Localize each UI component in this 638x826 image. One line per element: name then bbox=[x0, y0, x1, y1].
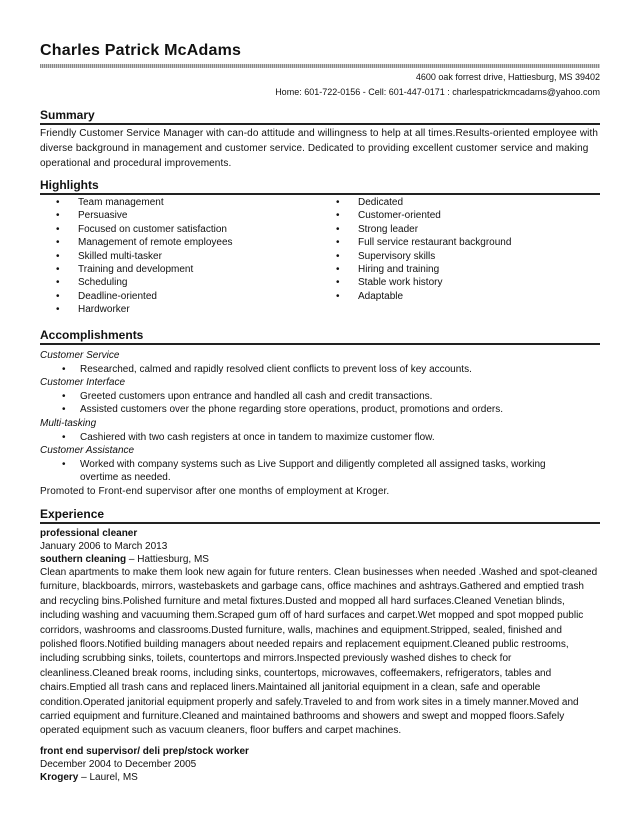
list-item: • Scheduling bbox=[56, 277, 128, 289]
list-item: • Hardworker bbox=[56, 304, 130, 316]
list-item: • Skilled multi-tasker bbox=[56, 250, 162, 262]
category-label: Customer Service bbox=[40, 350, 120, 361]
bullet-icon: • bbox=[56, 304, 60, 316]
job-location: – Laurel, MS bbox=[78, 771, 138, 783]
bullet-icon: • bbox=[336, 237, 340, 249]
category-label: Multi-tasking bbox=[40, 417, 97, 429]
list-item: • Customer-oriented bbox=[336, 210, 441, 222]
bullet-icon: • bbox=[56, 250, 60, 262]
bullet-icon: • bbox=[56, 263, 60, 275]
experience-heading: Experience bbox=[40, 507, 105, 521]
category-label: Customer Interface bbox=[40, 377, 126, 389]
accomplishments-note: Promoted to Front-end supervisor after one months of employment at Kroger. bbox=[40, 485, 390, 497]
list-item: • Greeted customers upon entrance and handled all cash and credit transactions. bbox=[62, 390, 433, 402]
summary-heading: Summary bbox=[40, 108, 95, 122]
candidate-name: Charles Patrick McAdams bbox=[40, 42, 242, 59]
bullet-icon: • bbox=[56, 197, 60, 208]
list-item: • Management of remote employees bbox=[56, 237, 233, 249]
highlights-heading: Highlights bbox=[40, 178, 99, 192]
bullet-icon: • bbox=[336, 263, 340, 275]
list-item: • Cashiered with two cash registers at once in tandem to maximize customer flow. bbox=[62, 431, 435, 443]
job-entry bbox=[40, 527, 600, 739]
summary-text: Friendly Customer Service Manager with can-do attitude and willingness to help at all times.Results-oriented employee with diverse background in management and customer service. Dedicated to providing excellent customer service and making operational and procedural improvements. bbox=[40, 128, 599, 169]
bullet-icon: • bbox=[336, 223, 340, 235]
bullet-icon: • bbox=[56, 223, 60, 235]
list-item: • Deadline-oriented bbox=[56, 290, 157, 302]
bullet-icon: • bbox=[56, 277, 60, 289]
list-item: • Adaptable bbox=[336, 290, 404, 302]
name-divider bbox=[40, 64, 600, 68]
job-dates: January 2006 to March 2013 bbox=[40, 541, 168, 552]
job-location: – Hattiesburg, MS bbox=[126, 554, 209, 565]
bullet-icon: • bbox=[62, 390, 66, 402]
list-item: • Training and development bbox=[56, 263, 194, 275]
list-item: • Hiring and training bbox=[336, 263, 440, 275]
job-description: Clean apartments to make them look new again for future renters. Clean businesses when needed .Washed and spot-cleaned furniture, blackboards, mirrors, wastebaskets and garbage cans, office machines and ashtrays.Gathered and emptied trash and recycling bins.Polished furniture and metal fixtures.Dusted and mopped all hard surfaces.Cleaned Venetian blinds, including washing and vacuuming them.Scraped gum off of hard surfaces and carpet.Wet mopped and spot mopped public corridors, washrooms and classrooms.Dusted furniture, walls, machines and equipment.Stripped, sealed, finished and polished floors.Notified building managers about needed repairs and replacement equipment.Cleaned public restrooms, including scrubbing sinks, toilets, countertops and mirrors.Inspected previously washed dishes to check for cleanliness.Cleaned break rooms, including sinks, countertops, microwaves, coffeemakers, refrigerators, tables and chairs.Emptied all trash cans and replaced liners.Maintained all janitorial equipment in a clean, safe and operable condition.Operated janitorial equipment properly and safely.Traveled to and from work sites in a timely manner.Moved and carried equipment and furniture.Cleaned and maintained bathrooms and showers and swept and mopped floors.Safely operated equipment such as vacuum cleaners, floor buffers and carpet machines. bbox=[40, 567, 598, 737]
bullet-icon: • bbox=[336, 210, 340, 222]
list-item: • Stable work history bbox=[336, 277, 443, 289]
company-name: Krogery bbox=[40, 771, 79, 783]
list-item: • Team management bbox=[56, 197, 164, 208]
list-item: • Supervisory skills bbox=[336, 250, 436, 262]
bullet-icon: • bbox=[336, 197, 340, 208]
experience-section bbox=[40, 507, 600, 784]
highlights-right-list bbox=[336, 196, 596, 303]
list-item: • Researched, calmed and rapidly resolved client conflicts to prevent loss of key accounts. bbox=[62, 363, 472, 375]
category-label: Customer Assistance bbox=[40, 445, 135, 457]
highlights-left-list bbox=[56, 196, 316, 317]
accomplishments-divider bbox=[40, 343, 600, 345]
job-entry bbox=[40, 745, 600, 784]
job-dates: December 2004 to December 2005 bbox=[40, 758, 197, 770]
summary-divider bbox=[40, 123, 600, 125]
accomplishments-heading: Accomplishments bbox=[40, 328, 144, 342]
bullet-icon: • bbox=[336, 277, 340, 289]
bullet-icon: • bbox=[336, 250, 340, 262]
list-item: • Strong leader bbox=[336, 223, 419, 235]
bullet-icon: • bbox=[62, 458, 66, 470]
bullet-icon: • bbox=[56, 290, 60, 302]
bullet-icon: • bbox=[56, 237, 60, 249]
job-title: professional cleaner bbox=[40, 528, 138, 539]
accomplishments-section bbox=[40, 328, 600, 499]
contact-line: Home: 601-722-0156 - Cell: 601-447-0171 : charlespatrickmcadams@yahoo.com bbox=[275, 87, 600, 97]
list-item: • Assisted customers over the phone regarding store operations, product, promotions and orders. bbox=[62, 404, 504, 416]
job-company-line bbox=[40, 553, 600, 566]
list-item: • Full service restaurant background bbox=[336, 237, 512, 249]
bullet-icon: • bbox=[62, 363, 66, 375]
job-company-line bbox=[40, 771, 600, 784]
summary-section bbox=[40, 108, 600, 171]
list-item: • Focused on customer satisfaction bbox=[56, 223, 227, 235]
highlights-divider bbox=[40, 193, 600, 195]
address-line: 4600 oak forrest drive, Hattiesburg, MS 39402 bbox=[415, 72, 600, 82]
job-title: front end supervisor/ deli prep/stock worker bbox=[40, 745, 249, 757]
company-name: southern cleaning bbox=[40, 554, 127, 565]
bullet-icon: • bbox=[62, 431, 66, 443]
highlights-section bbox=[40, 178, 600, 316]
list-item: • Persuasive bbox=[56, 210, 128, 222]
list-item: • Worked with company systems such as Live Support and diligently completed all assigned tasks, working overtime as needed. bbox=[62, 458, 546, 484]
list-item: • Dedicated bbox=[336, 197, 404, 208]
bullet-icon: • bbox=[56, 210, 60, 222]
bullet-icon: • bbox=[62, 404, 66, 416]
experience-divider bbox=[40, 522, 600, 524]
bullet-icon: • bbox=[336, 290, 340, 302]
